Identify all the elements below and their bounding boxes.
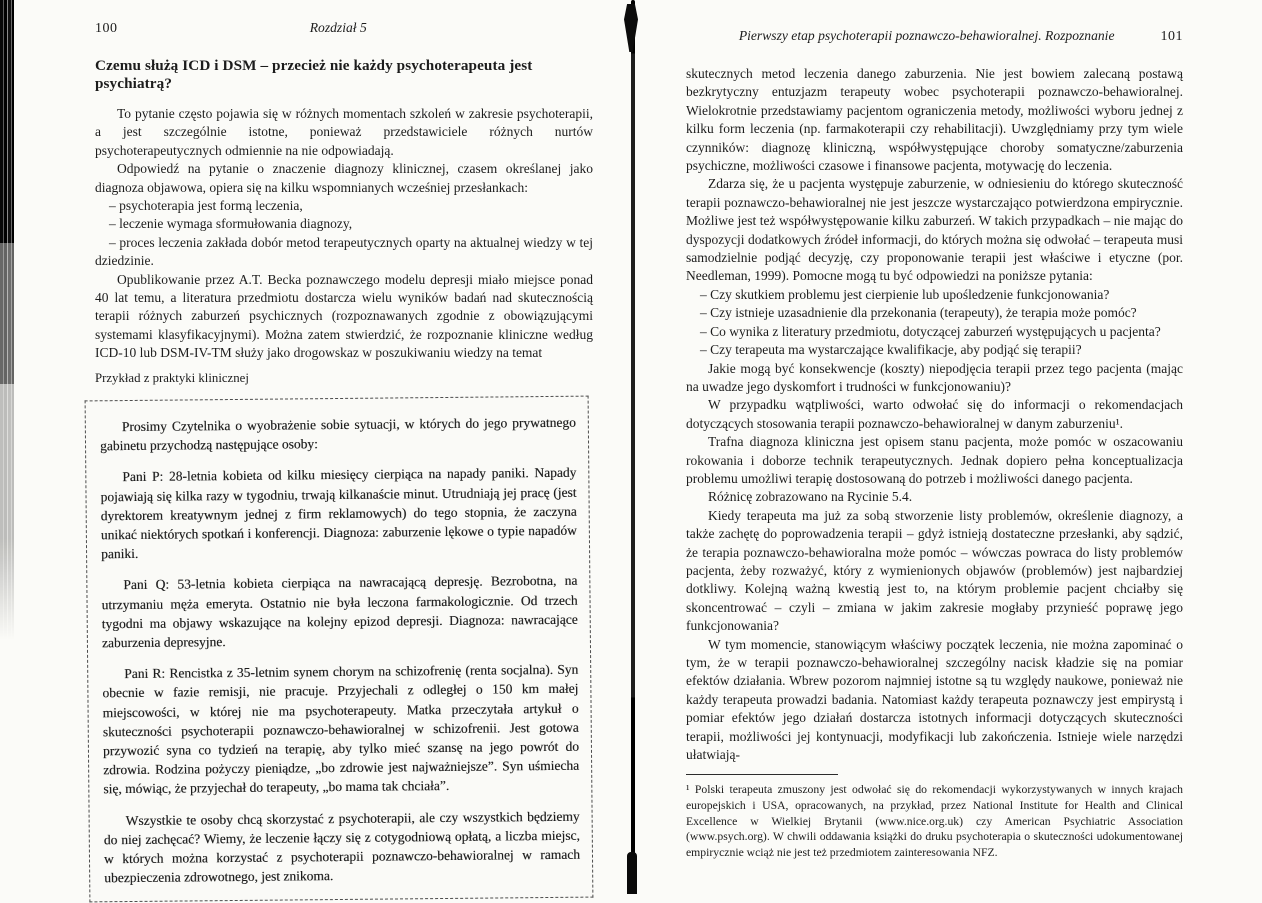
footnote-text: ¹ Polski terapeuta zmuszony jest odwołać się do rekomendacji wykorzystywanych w innych krajach europejskich i USA, opracowanych, na przykład, przez National Institute for Health and Clinical Excellence w Wielkiej Brytanii (www.nice.org.uk) czy American Psychiatric Association (www.psych.org). W chwili oddawania książki do druku psychoterapia o skuteczności udokumentowanej empirycznie wciąż nie jest też przedmiotem zainteresowania NFZ. bbox=[686, 783, 1183, 859]
book-spine-line bbox=[631, 0, 635, 894]
list-item: – Czy istnieje uzasadnienie dla przekonania (terapeuty), że terapia może pomóc? bbox=[700, 305, 1137, 321]
paragraph: To pytanie często pojawia się w różnych momentach szkoleń w zakresie psychoterapii, a jest szczególnie istotne, ponieważ przedstawiciele różnych nurtów psychoterapeutycznych odmiennie na nie odpowiadają. bbox=[95, 106, 593, 158]
paragraph: Jakie mogą być konsekwencje (koszty) niepodjęcia terapii przez tego pacjenta (mając na uwadze jego dyskomfort i trudności w funkcjonowaniu)? bbox=[686, 360, 1183, 394]
section-heading: Czemu służą ICD i DSM – przecież nie każdy psychoterapeuta jest psychiatrą? bbox=[95, 57, 533, 92]
list-item: – leczenie wymaga sformułowania diagnozy, bbox=[109, 216, 353, 232]
left-page-number: 100 bbox=[95, 21, 118, 36]
clinical-case-box bbox=[85, 395, 594, 902]
paragraph: skutecznych metod leczenia danego zaburzenia. Nie jest bowiem zalecaną postawą bezkrytyczny entuzjazm terapeuty wobec psychoterapii poznawczo-behawioralnej. Wielokrotnie przedstawiamy pacjentom ograniczenia metody, możliwości wyboru jednej z kilku form leczenia (np. farmakoterapii czy rehabilitacji). Uwzględniamy przy tym wiele czynników: diagnozę kliniczną, współwystępujące choroby somatyczne/zaburzenia psychiczne, możliwości czasowe i finansowe pacjenta, motywację do leczenia. bbox=[686, 66, 1183, 174]
left-running-header: Rozdział 5 bbox=[309, 20, 367, 35]
paragraph: Odpowiedź na pytanie o znaczenie diagnozy klinicznej, czasem określanej jako diagnoza objawowa, opiera się na kilku wspomnianych wcześniej przesłankach: bbox=[95, 161, 593, 195]
list-item: – proces leczenia zakłada dobór metod terapeutycznych oparty na aktualnej wiedzy w tej dziedzinie. bbox=[95, 234, 593, 269]
list-item: – psychoterapia jest formą leczenia, bbox=[109, 198, 303, 214]
paragraph: Zdarza się, że u pacjenta występuje zaburzenie, w odniesieniu do którego skuteczność terapii poznawczo-behawioralnej nie jest jeszcze wystarczająco potwierdzona empirycznie. Możliwe jest też współwystępowanie kilku zaburzeń. W takich przypadkach – nie mając do dyspozycji dodatkowych źródeł informacji, do których można się odwołać – terapeuta musi samodzielnie podjąć decyzję, czy proponowanie terapii jest właściwe i etyczne (por. Needleman, 1999). Pomocne mogą tu być odpowiedzi na poniższe pytania: bbox=[686, 176, 1183, 284]
case-paragraph-pani-r: Pani R: Rencistka z 35-letnim synem chorym na schizofrenię (renta socjalna). Syn obecnie w fazie remisji, nie pracuje. Przyjechali z odległej o 150 km małej miejscowości, w której nie ma psychoterapeuty. Matka przeczytała artykuł o skuteczności psychoterapii poznawczo-behawioralnej w schizofrenii. Jest gotowa przywozić syna co tydzień na terapię, aby tylko mieć szansę na jego powrót do zdrowia. Rodzina pożyczy pieniądze, „bo zdrowie jest najważniejsze”. Syn uśmiecha się, mówiąc, że przyjechał do terapeuty, „bo mama tak chciała”. bbox=[102, 661, 580, 797]
case-paragraph-pani-q: Pani Q: 53-letnia kobieta cierpiąca na nawracającą depresję. Bezrobotna, na utrzymaniu męża emeryta. Ostatnio nie była leczona farmakologicznie. Od trzech tygodni ma objawy wskazujące na kolejny epizod depresji. Diagnoza: nawracające zaburzenia depresyjne. bbox=[101, 572, 578, 650]
paragraph: Opublikowanie przez A.T. Becka poznawczego modelu depresji miało miejsce ponad 40 lat temu, a literatura przedmiotu dostarcza wielu wyników badań nad skutecznością terapii różnych zaburzeń psychicznych (rozpoznawanych zgodnie z obowiązującymi systemami klasyfikacyjnymi). Można zatem stwierdzić, że rozpoznanie kliniczne według ICD-10 lub DSM-IV-TM służy jako drogowskaz w poszukiwaniu wiedzy na temat bbox=[95, 271, 593, 361]
case-paragraph-pani-p: Pani P: 28-letnia kobieta od kilku miesięcy cierpiąca na napady paniki. Napady pojawiają się kilka razy w tygodniu, trwają kilkanaście minut. Utrudniają jej pracę (jest dyrektorem kreatywnym jednej z firm reklamowych) do tego stopnia, że zaczyna unikać niektórych spotkań i konferencji. Diagnoza: zaburzenie lękowe o typie napadów paniki. bbox=[100, 464, 577, 562]
footnote-rule bbox=[686, 774, 838, 775]
right-page-number: 101 bbox=[1160, 29, 1183, 44]
left-page-header bbox=[95, 20, 593, 37]
case-paragraph: Prosimy Czytelnika o wyobrażenie sobie sytuacji, w których do jego prywatnego gabinetu przychodzą następujące osoby: bbox=[99, 414, 576, 454]
footnote-block bbox=[686, 774, 1183, 860]
paragraph: W tym momencie, stanowiącym właściwy początek leczenia, nie można zapominać o tym, że w terapii poznawczo-behawioralnej szczególny nacisk kładzie się na pomiar efektów działania. Wbrew pozorom najmniej istotne są tu względy naukowe, ponieważ nie każdy terapeuta prowadzi badania. Natomiast każdy terapeuta poznawczy jest empirystą i pomiar efektów jego działań dostarcza istotnych informacji dotyczących skuteczności terapii, możliwości jej kontynuacji, modyfikacji lub zakończenia. Istnieje wiele narzędzi ułatwiają- bbox=[686, 636, 1183, 763]
scan-edge-artifact bbox=[0, 0, 14, 640]
paragraph: Różnicę zobrazowano na Rycinie 5.4. bbox=[708, 489, 913, 505]
list-item: – Czy terapeuta ma wystarczające kwalifikacje, aby podjąć się terapii? bbox=[700, 342, 1082, 358]
list-item: – Czy skutkiem problemu jest cierpienie lub upośledzenie funkcjonowania? bbox=[700, 286, 1110, 302]
left-page bbox=[95, 20, 593, 900]
list-item: – Co wynika z literatury przedmiotu, dotyczącej zaburzeń występujących u pacjenta? bbox=[700, 323, 1161, 339]
right-page-header bbox=[686, 28, 1183, 45]
paragraph: W przypadku wątpliwości, warto odwołać się do informacji o rekomendacjach dotyczących stosowania terapii poznawczo-behawioralnej w danym zaburzeniu¹. bbox=[686, 397, 1183, 431]
spine-top-mark bbox=[624, 4, 638, 52]
right-page bbox=[686, 28, 1183, 860]
case-paragraph-summary: Wszystkie te osoby chcą skorzystać z psychoterapii, ale czy wszystkich będziemy do niej zachęcać? Wiemy, że leczenie łączy się z cotygodniową opłatą, a liczba miejsc, w których można korzystać z psychoterapii poznawczo-behawioralnej w ramach ubezpieczenia zdrowotnego, jest znikoma. bbox=[103, 808, 581, 886]
example-label: Przykład z praktyki klinicznej bbox=[95, 370, 249, 385]
spine-bottom-mark bbox=[627, 852, 637, 894]
right-running-header: Pierwszy etap psychoterapii poznawczo-behawioralnej. Rozpoznanie bbox=[738, 28, 1115, 43]
paragraph: Trafna diagnoza kliniczna jest opisem stanu pacjenta, może pomóc w oszacowaniu rokowania i doborze technik terapeutycznych. Jednak dopiero pełna konceptualizacja problemu umożliwi terapię dostosowaną do potrzeb i możliwości danego pacjenta. bbox=[686, 434, 1183, 486]
paragraph: Kiedy terapeuta ma już za sobą stworzenie listy problemów, określenie diagnozy, a także zachętę do poprowadzenia terapii – gdyż istnieją dostateczne przesłanki, aby sądzić, że terapia poznawczo-behawioralna może pomóc – wówczas powraca do listy problemów pacjenta, żeby rozważyć, który z wymienionych objawów (problemów) jest najbardziej dotkliwy. Kolejną ważną kwestią jest to, na którym problemie pacjent chciałby się skoncentrować – czyli – zmiana w jakim zakresie mogłaby przynieść poprawę jego funkcjonowania? bbox=[686, 507, 1183, 634]
